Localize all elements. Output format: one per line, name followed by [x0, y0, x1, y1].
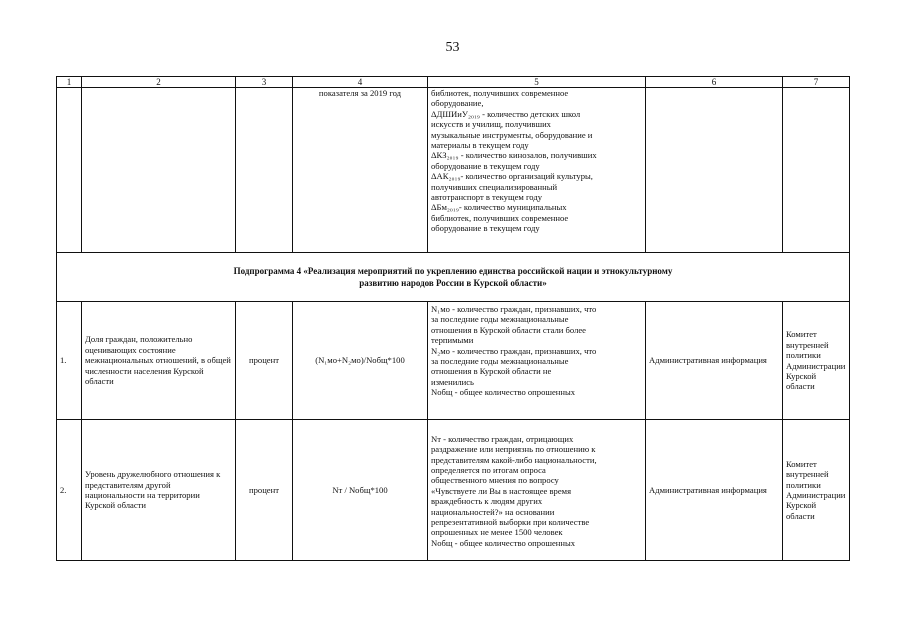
column-header: 4 — [293, 77, 428, 88]
description-line: оборудование в текущем году — [431, 223, 540, 234]
responsible-cell: Комитет внутренней политики Администрации Курской области — [783, 302, 850, 420]
description-line: библиотек, получивших современное — [431, 88, 569, 98]
description-line: Nт - количество граждан, отрицающих — [431, 433, 574, 444]
description-line: враждебность к людям других — [431, 496, 543, 507]
column-header: 5 — [428, 77, 646, 88]
description-line: за последние годы межнациональные — [431, 356, 569, 367]
column-header: 6 — [646, 77, 783, 88]
description-line: N₁мо - количество граждан, признавших, что — [431, 304, 597, 314]
description-line: автотранспорт в текущем году — [431, 192, 543, 203]
description-line: библиотек, получивших современное — [431, 212, 569, 223]
responsible-cell: Комитет внутренней политики Администрации Курской области — [783, 420, 850, 561]
source-cell: Административная информация — [646, 302, 783, 420]
description-line: репрезентативной выборки при количестве — [431, 517, 590, 528]
table-cell — [646, 88, 783, 253]
table-cell — [57, 88, 82, 253]
description-line: раздражение или неприязнь по отношению к — [431, 444, 596, 455]
table-cell — [236, 88, 293, 253]
description-line: изменились — [431, 376, 474, 387]
subprogram-heading — [57, 253, 850, 302]
description-line: ΔАК₂₀₁₉- количество организаций культуры, — [431, 171, 593, 182]
table-cell — [783, 88, 850, 253]
column-header: 7 — [783, 77, 850, 88]
description-line: музыкальные инструменты, оборудование и — [431, 129, 593, 140]
indicator-name: Уровень дружелюбного отношения к представителям другой национальности на территории Курской области — [82, 420, 236, 561]
subprogram-title-line2: развитию народов России в Курской области» — [359, 278, 547, 288]
description-line: Nобщ - общее количество опрошенных — [431, 387, 576, 398]
column-header: 3 — [236, 77, 293, 88]
formula-cell: (N₁мо+N₂мо)/Nобщ*100 — [293, 302, 428, 420]
subprogram-row — [57, 253, 850, 302]
description-line: N₂мо - количество граждан, признавших, что — [431, 345, 597, 356]
source-cell: Административная информация — [646, 420, 783, 561]
description-line: определяется по итогам опроса — [431, 464, 546, 475]
page-number: 53 — [445, 40, 460, 55]
indicator-name: Доля граждан, положительно оценивающих состояние межнациональных отношений, в общей численности населения Курской области — [82, 302, 236, 420]
table-row — [57, 420, 850, 561]
description-line: искусств и училищ, получивших — [431, 119, 551, 130]
row-number: 2. — [57, 420, 82, 561]
description-line: представителям какой-либо национальности, — [431, 454, 597, 465]
continuation-formula-cell: показателя за 2019 год — [293, 88, 428, 253]
table-cell — [82, 88, 236, 253]
description-line: терпимыми — [431, 335, 474, 346]
description-line: оборудование в текущем году — [431, 160, 540, 171]
description-line: ΔДШИиУ₂₀₁₉ - количество детских школ — [431, 108, 581, 119]
unit-cell: процент — [236, 420, 293, 561]
table-row — [57, 302, 850, 420]
description-line: общественного мнения по вопросу — [431, 475, 559, 486]
column-number-row — [57, 77, 850, 88]
indicators-table — [56, 76, 850, 561]
description-line: Nобщ - общее количество опрошенных — [431, 537, 576, 548]
description-line: национальностей?» на основании — [431, 506, 555, 517]
subprogram-title-line1: Подпрограмма 4 «Реализация мероприятий по укреплению единства российской нации и этнокультурному — [233, 266, 673, 276]
formula-cell: Nт / Nобщ*100 — [293, 420, 428, 561]
description-line: получивших специализированный — [431, 181, 558, 192]
description-line: материалы в текущем году — [431, 140, 529, 151]
column-header: 2 — [82, 77, 236, 88]
description-line: за последние годы межнациональные — [431, 314, 569, 325]
description-line: опрошенных не менее 1500 человек — [431, 527, 563, 538]
description-cell — [428, 420, 646, 561]
description-cell — [428, 302, 646, 420]
description-line: оборудование, — [431, 98, 484, 109]
description-line: «Чувствуете ли Вы в настоящее время — [431, 485, 572, 496]
description-line: отношения в Курской области стали более — [431, 324, 586, 335]
unit-cell: процент — [236, 302, 293, 420]
continuation-description-cell — [428, 88, 646, 253]
continuation-row — [57, 88, 850, 253]
description-line: ΔКЗ₂₀₁₉ - количество кинозалов, получивших — [431, 150, 597, 161]
description-line: ΔБм₂₀₁₉- количество муниципальных — [431, 202, 567, 213]
row-number: 1. — [57, 302, 82, 420]
column-header: 1 — [57, 77, 82, 88]
description-line: отношения в Курской области не — [431, 366, 552, 377]
